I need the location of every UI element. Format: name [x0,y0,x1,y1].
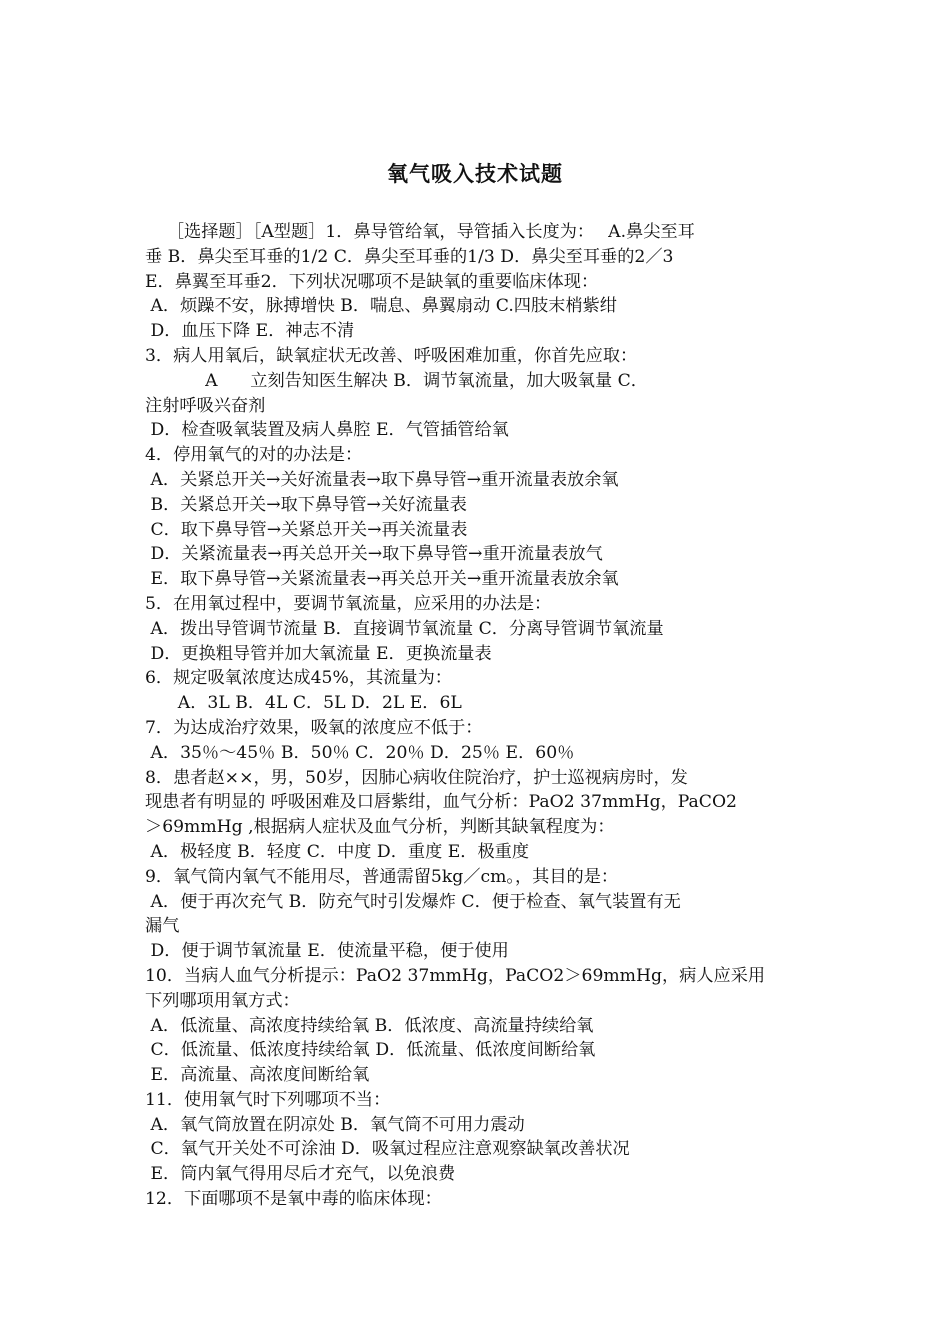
text-line: 6．规定吸氧浓度达成45%，其流量为： [145,668,452,689]
text-line: B．关紧总开关→取下鼻导管→关好流量表 [145,494,467,515]
text-line: 注射呼吸兴奋剂 [145,395,266,416]
text-line: ＞69mmHg ,根据病人症状及血气分析，判断其缺氧程度为： [145,817,615,838]
text-line: C．低流量、低浓度持续给氧 D．低流量、低浓度间断给氧 [145,1040,596,1061]
text-line: ［选择题］［A型题］1．鼻导管给氧，导管插入长度为： A.鼻尖至耳 [145,222,695,242]
text-line: 5．在用氧过程中，要调节氧流量，应采用的办法是： [145,593,552,614]
text-line: 下列哪项用氧方式： [145,990,300,1011]
text-line: D．血压下降 E．神志不清 [145,321,355,342]
text-line: E．鼻翼至耳垂2．下列状况哪项不是缺氧的重要临床体现： [145,271,599,292]
text-line: 漏气 [145,916,180,937]
document-title: 氧气吸入技术试题 [387,162,563,186]
text-line: D．检查吸氧装置及病人鼻腔 E．气管插管给氧 [145,420,509,441]
document-body [145,220,810,1212]
text-line: 3．病人用氧后，缺氧症状无改善、呼吸困难加重，你首先应取： [145,345,638,366]
text-line: A．便于再次充气 B．防充气时引发爆炸 C．便于检查、氧气装置有无 [145,891,681,912]
text-line: C．氧气开关处不可涂油 D．吸氧过程应注意观察缺氧改善状况 [145,1139,630,1160]
text-line: 12．下面哪项不是氧中毒的临床体现： [145,1189,442,1210]
text-line: 9．氧气筒内氧气不能用尽，普通需留5kg／cm。，其目的是： [145,866,619,887]
text-line: E．取下鼻导管→关紧流量表→再关总开关→重开流量表放余氧 [145,569,619,590]
text-line: A．烦躁不安，脉搏增快 B．喘息、鼻翼扇动 C.四肢末梢紫绀 [145,296,617,317]
text-line: E．高流量、高浓度间断给氧 [145,1065,370,1086]
text-line: 4．停用氧气的对的办法是： [145,445,363,466]
text-line: 现患者有明显的 呼吸困难及口唇紫绀，血气分析：PaO2 37mmHg，PaCO2 [145,792,737,813]
text-line: A．低流量、高浓度持续给氧 B．低浓度、高流量持续给氧 [145,1015,594,1036]
text-line: C．取下鼻导管→关紧总开关→再关流量表 [145,519,468,540]
text-line: D．便于调节氧流量 E．使流量平稳，便于使用 [145,941,509,962]
text-line: A．关紧总开关→关好流量表→取下鼻导管→重开流量表放余氧 [145,469,619,490]
text-line: 10．当病人血气分析提示：PaO2 37mmHg，PaCO2＞69mmHg，病人应采用 [145,965,766,986]
text-line: 7．为达成治疗效果，吸氧的浓度应不低于： [145,717,483,738]
text-line: A．极轻度 B．轻度 C．中度 D．重度 E．极重度 [145,841,530,862]
text-line: 11．使用氧气时下列哪项不当： [145,1089,391,1110]
text-line: D．更换粗导管并加大氧流量 E．更换流量表 [145,643,492,664]
text-line: A．3L B．4L C．5L D．2L E．6L [145,693,462,714]
text-line: D．关紧流量表→再关总开关→取下鼻导管→重开流量表放气 [145,544,603,565]
text-line: A 立刻告知医生解决 B．调节氧流量，加大吸氧量 C． [145,370,648,391]
text-line: 垂 B．鼻尖至耳垂的1/2 C．鼻尖至耳垂的1/3 D．鼻尖至耳垂的2／3 [145,246,674,267]
text-line: A．拨出导管调节流量 B．直接调节氧流量 C．分离导管调节氧流量 [145,618,664,639]
text-line: A．氧气筒放置在阴凉处 B．氧气筒不可用力震动 [145,1114,525,1135]
text-line: A．35％～45％ B．50％ C．20％ D．25％ E．60％ [145,742,575,763]
text-line: 8．患者赵××，男，50岁，因肺心病收住院治疗，护士巡视病房时，发 [145,767,688,788]
text-line: E．筒内氧气得用尽后才充气，以免浪费 [145,1164,456,1185]
